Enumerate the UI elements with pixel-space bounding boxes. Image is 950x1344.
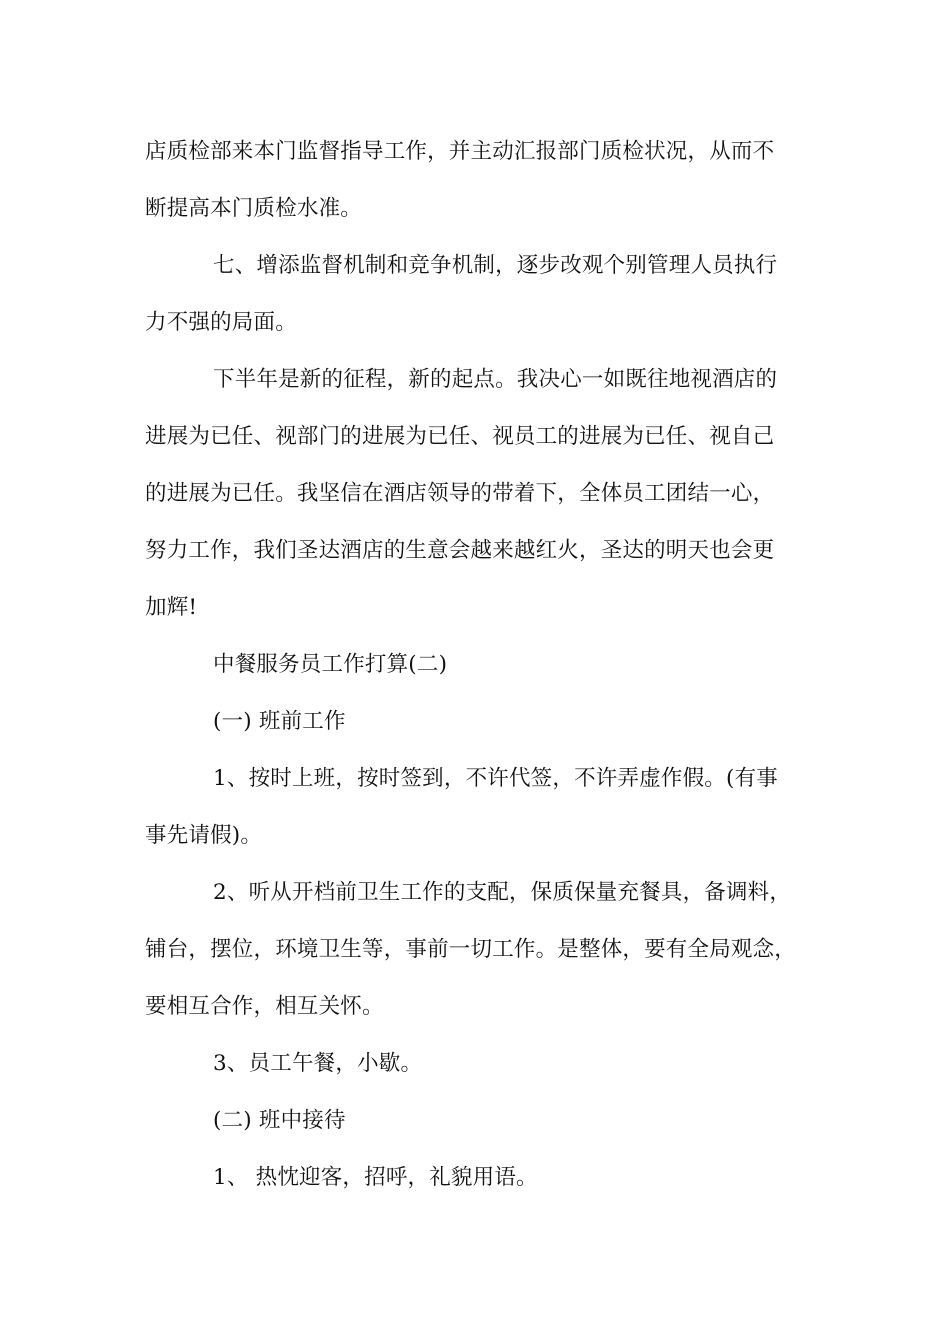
paragraph-2-line-4: 加辉! bbox=[145, 595, 198, 620]
paragraph-2-line-1: 进展为已任、视部门的进展为已任、视员工的进展为已任、视自己 bbox=[145, 424, 775, 449]
section-title: 中餐服务员工作打算(二) bbox=[213, 652, 448, 677]
paragraph-1-line-1: 力不强的局面。 bbox=[145, 310, 297, 335]
paragraph-2-line-2: 的进展为已任。我坚信在酒店领导的带着下，全体员工团结一心， bbox=[145, 481, 775, 506]
paragraph-2-line-3: 努力工作，我们圣达酒店的生意会越来越红火，圣达的明天也会更 bbox=[145, 538, 775, 563]
item-1-line-1: 事先请假)。 bbox=[145, 823, 263, 848]
item-2-line-2: 要相互合作，相互关怀。 bbox=[145, 994, 384, 1019]
subsection-title-1: (一) 班前工作 bbox=[213, 709, 346, 734]
item-2-line-1: 铺台，摆位，环境卫生等，事前一切工作。是整体，要有全局观念， bbox=[145, 937, 797, 962]
paragraph-2-line-0: 下半年是新的征程，新的起点。我决心一如既往地视酒店的 bbox=[213, 367, 778, 392]
item-2-1-line-0: 1、 热忱迎客，招呼，礼貌用语。 bbox=[213, 1165, 538, 1190]
item-1-line-0: 1、按时上班，按时签到，不许代签，不许弄虚作假。(有事 bbox=[213, 766, 778, 791]
subsection-title-2: (二) 班中接待 bbox=[213, 1108, 346, 1133]
item-3-line-0: 3、员工午餐，小歇。 bbox=[213, 1051, 423, 1076]
paragraph-0-line-1: 断提高本门质检水准。 bbox=[145, 196, 363, 221]
item-2-line-0: 2、听从开档前卫生工作的支配，保质保量充餐具，备调料， bbox=[213, 880, 792, 905]
paragraph-1-line-0: 七、增添监督机制和竞争机制，逐步改观个别管理人员执行 bbox=[213, 253, 778, 278]
paragraph-0-line-0: 店质检部来本门监督指导工作，并主动汇报部门质检状况，从而不 bbox=[145, 139, 775, 164]
